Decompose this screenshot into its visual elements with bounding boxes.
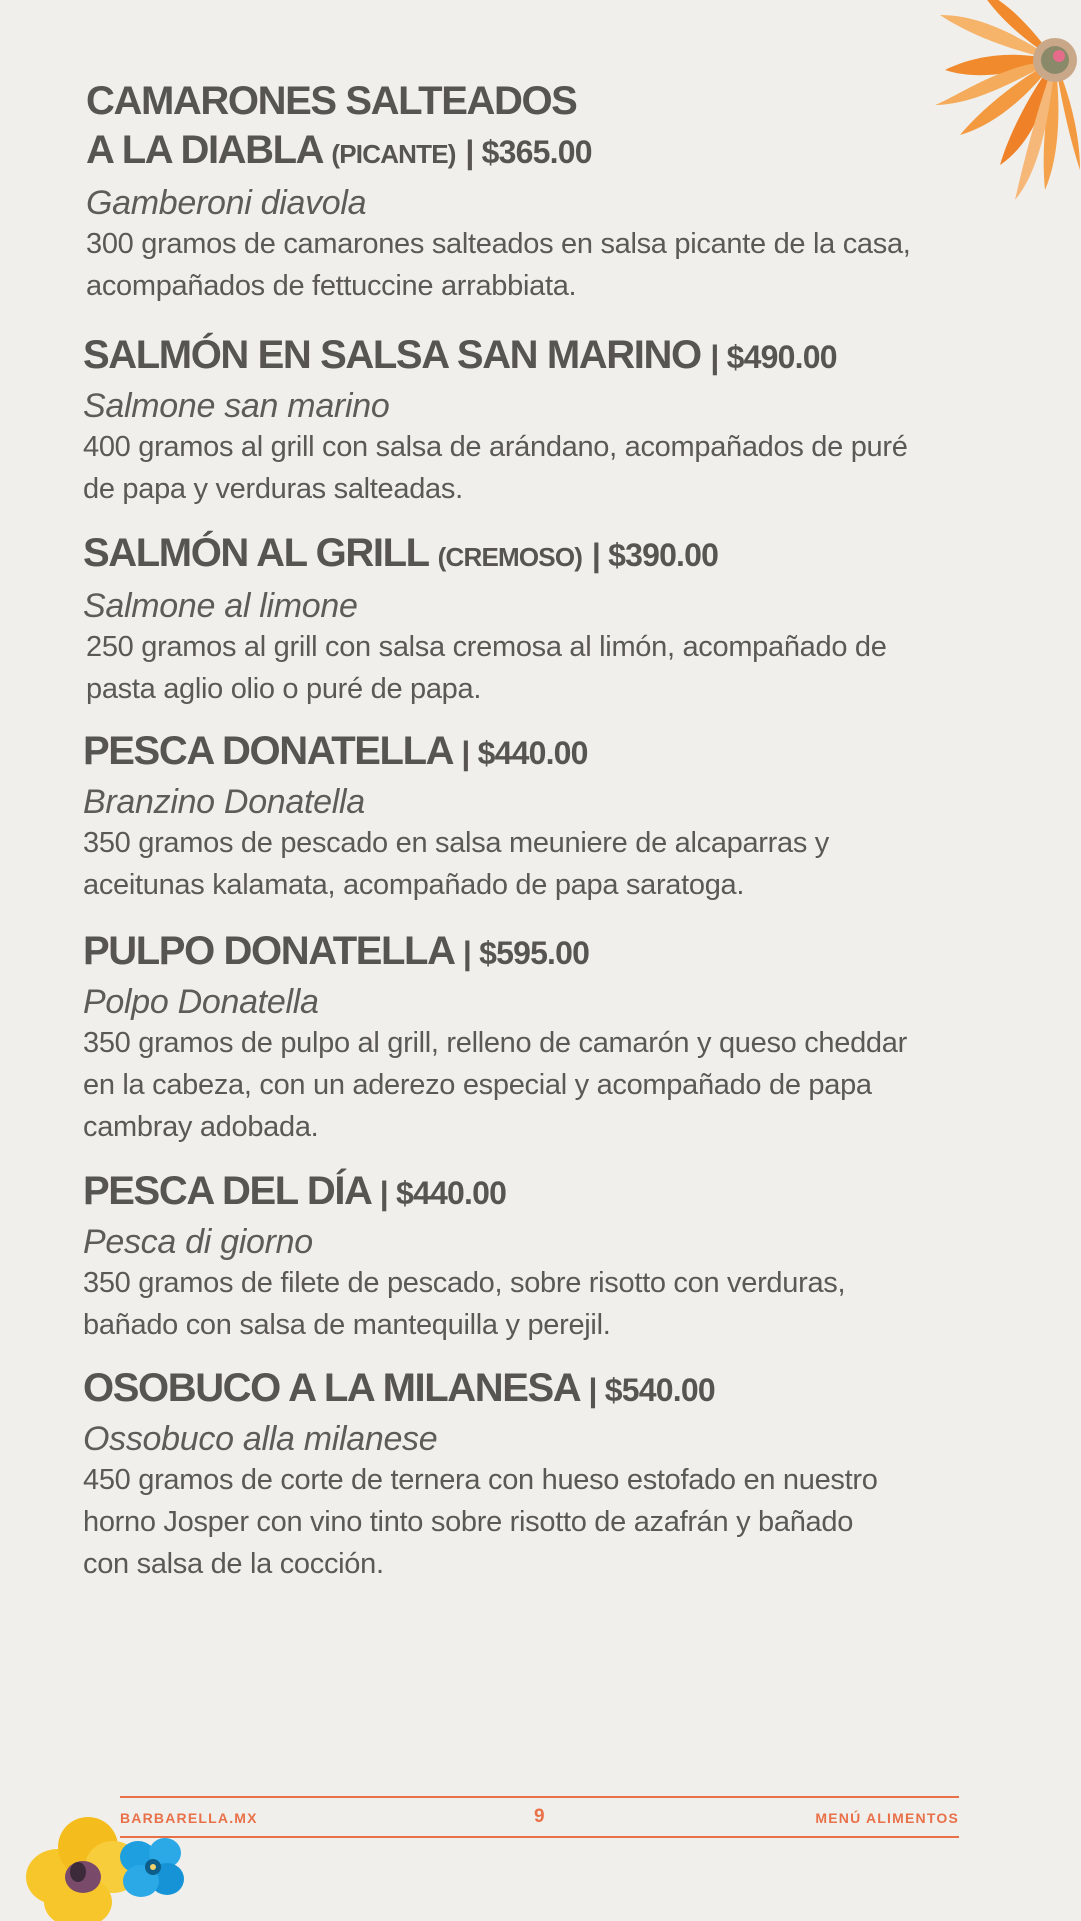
item-italian-name: Ossobuco alla milanese bbox=[83, 1420, 438, 1458]
footer-site-link[interactable]: BARBARELLA.MX bbox=[120, 1810, 258, 1826]
item-price: | $440.00 bbox=[461, 735, 588, 771]
item-name: OSOBUCO A LA MILANESA | $540.00 bbox=[83, 1366, 715, 1410]
item-description: 250 gramos al grill con salsa cremosa al limón, acompañado de pasta aglio olio o puré de papa. bbox=[86, 631, 887, 705]
footer-rule-bottom bbox=[120, 1836, 959, 1838]
footer-rule-top bbox=[120, 1796, 959, 1798]
item-italian-name: Salmone al limone bbox=[83, 587, 358, 625]
item-italian-name: Salmone san marino bbox=[83, 387, 390, 425]
item-name: SALMÓN AL GRILL (CREMOSO) | $390.00 bbox=[83, 531, 719, 575]
item-note: (PICANTE) bbox=[331, 139, 456, 169]
item-name: PULPO DONATELLA | $595.00 bbox=[83, 929, 590, 973]
menu-item-pesca-donatella bbox=[83, 727, 1013, 906]
item-description: 350 gramos de pescado en salsa meuniere de alcaparras y aceitunas kalamata, acompañado de papa saratoga. bbox=[83, 827, 830, 901]
item-name-line1: CAMARONES SALTEADOS bbox=[86, 79, 577, 123]
item-note: (CREMOSO) bbox=[437, 542, 583, 572]
menu-item-salmon-al-grill bbox=[83, 529, 1013, 710]
menu-item-salmon-san-marino bbox=[83, 331, 1013, 510]
item-price: | $595.00 bbox=[462, 935, 590, 971]
item-name-line2: A LA DIABLA bbox=[86, 128, 322, 172]
item-price: | $365.00 bbox=[465, 134, 592, 170]
item-name bbox=[86, 77, 1016, 179]
item-description: 300 gramos de camarones salteados en salsa picante de la casa, acompañados de fettuccine arrabbiata. bbox=[86, 228, 911, 302]
menu-item-pulpo-donatella bbox=[83, 927, 1013, 1148]
item-price: | $540.00 bbox=[588, 1372, 715, 1408]
item-price: | $440.00 bbox=[379, 1175, 507, 1211]
item-italian-name: Gamberoni diavola bbox=[86, 184, 367, 222]
item-italian-name: Polpo Donatella bbox=[83, 983, 319, 1021]
item-description: 400 gramos al grill con salsa de arándano, acompañados de puré de papa y verduras salteadas. bbox=[83, 431, 908, 505]
item-italian-name: Pesca di giorno bbox=[83, 1223, 313, 1261]
item-price: | $490.00 bbox=[710, 339, 837, 375]
item-name: SALMÓN EN SALSA SAN MARINO | $490.00 bbox=[83, 333, 837, 377]
yellow-blue-flowers-illustration bbox=[18, 1812, 198, 1921]
menu-item-pesca-del-dia bbox=[83, 1167, 1013, 1346]
menu-item-osobuco bbox=[83, 1364, 1013, 1585]
item-description: 450 gramos de corte de ternera con hueso estofado en nuestro horno Josper con vino tinto sobre risotto de azafrán y bañado con salsa de la cocción. bbox=[83, 1464, 878, 1580]
item-description: 350 gramos de pulpo al grill, relleno de camarón y queso cheddar en la cabeza, con un aderezo especial y acompañado de papa cambray adobada. bbox=[83, 1027, 907, 1143]
item-name: PESCA DONATELLA | $440.00 bbox=[83, 729, 588, 773]
menu-item-camarones bbox=[86, 77, 1016, 307]
item-description: 350 gramos de filete de pescado, sobre risotto con verduras, bañado con salsa de mantequilla y perejil. bbox=[83, 1267, 846, 1341]
item-price: | $390.00 bbox=[591, 537, 719, 573]
page-number: 9 bbox=[534, 1806, 545, 1827]
item-name: PESCA DEL DÍA | $440.00 bbox=[83, 1169, 507, 1213]
item-italian-name: Branzino Donatella bbox=[83, 783, 365, 821]
footer-section-label: MENÚ ALIMENTOS bbox=[815, 1810, 959, 1826]
